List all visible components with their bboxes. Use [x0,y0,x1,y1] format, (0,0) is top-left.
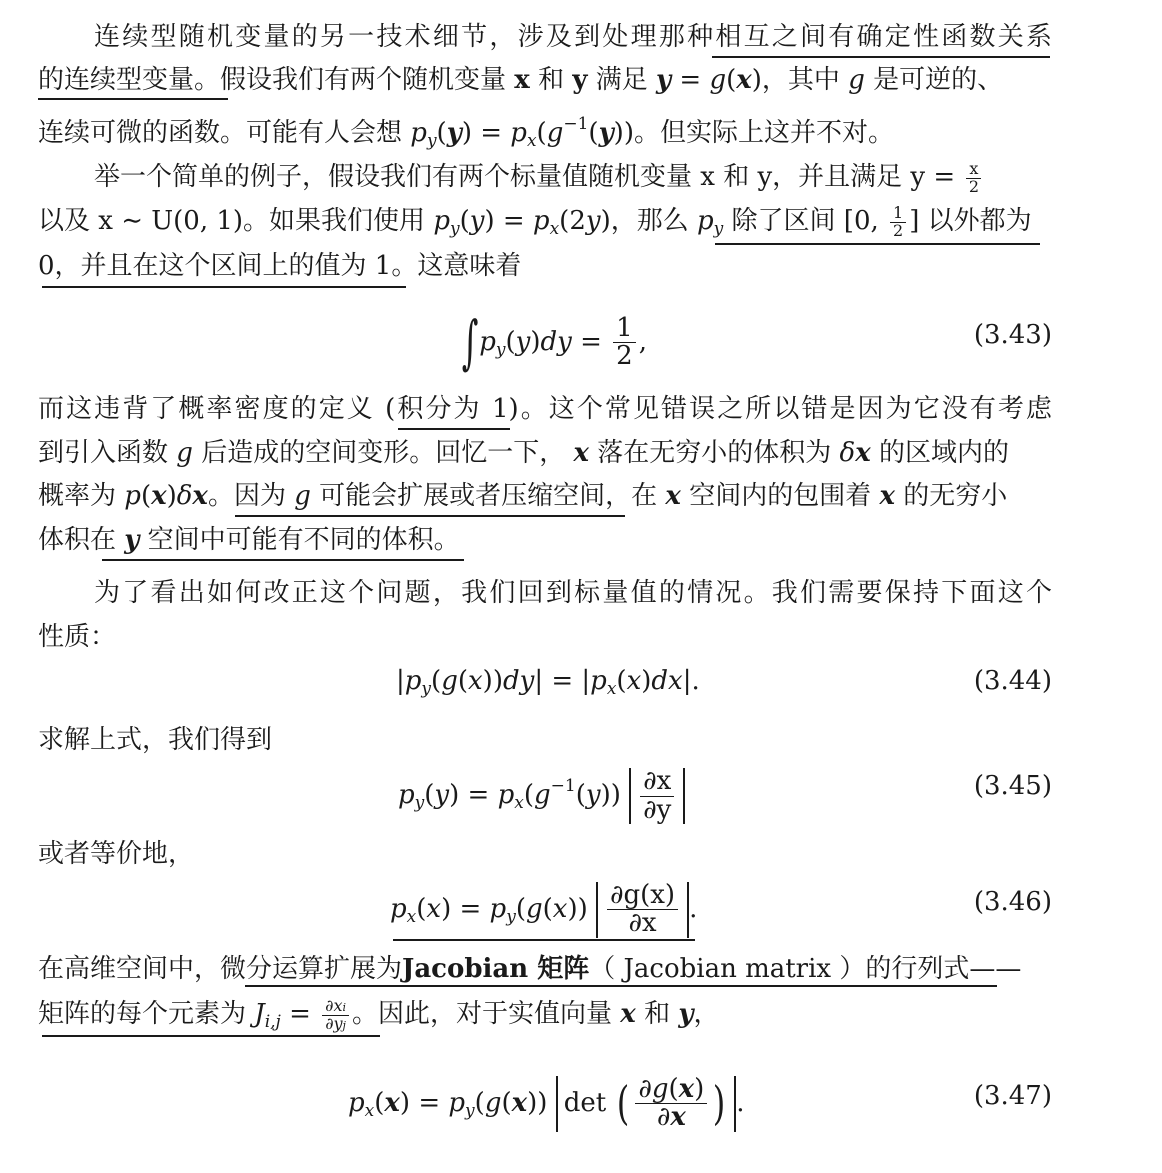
para1-line1: 连续型随机变量的另一技术细节，涉及到处理那种相互之间有确定性函数关系 [94,22,1052,52]
para3-line3: 概率为 p(x)δx。因为 g 可能会扩展或者压缩空间，在 x 空间内的包围着 x 的无穷小 [38,481,1008,511]
para3-line2: 到引入函数 g 后造成的空间变形。回忆一下， x 落在无穷小的体积为 δx 的区域内的 [38,438,1009,468]
underline-3a [398,428,510,430]
underline-3b [235,515,625,517]
para1-line3: 连续可微的函数。可能有人会想 $p_y(y) = p_x(g^{-1}(y))$。但实际上这并不对。 [38,114,894,151]
text-equiv: 或者等价地， [38,839,195,869]
eq-number-3-44: (3.44) [973,666,1052,696]
para5-line2: 矩阵的每个元素为 $J_{i,j}$ = $\frac{\partial xi}{\partial yj}$ 。因此，对于实值向量 x 和 y， [38,995,720,1033]
eq-number-3-43: (3.43) [973,320,1052,350]
underline-2b [42,286,406,288]
para1-line2: 的连续型变量。假设我们有两个随机变量 x 和 y 满足 y = g(x)，其中 g 是可逆的、 [38,65,1004,95]
equation-3-43: $\int p_y(y)dy$ = $\frac{1}{2}$ , [461,307,647,376]
text-solve: 求解上式，我们得到 [38,725,273,755]
para2-line3: 0，并且在这个区间上的值为 1。这意味着 [38,251,522,281]
underline-5a [245,985,997,987]
underline-1b [38,98,228,100]
para2-line1: 举一个简单的例子，假设我们有两个标量值随机变量 x 和 y，并且满足 y = $\frac{x}{2}$ [94,160,1052,194]
para2-line2: 以及 x ∼ U(0, 1)。如果我们使用 $p_y(y) = p_x(2y)$，那么 $p_y$ 除了区间 [0, $\frac{1}{2}$ ] 以外都为 [38,202,1032,240]
para4-line2: 性质： [38,622,117,652]
eq-number-3-45: (3.45) [973,771,1052,801]
equation-3-46: $p_x(x) = p_y(g(x))$ $\frac{\partial g(x)}{\partial x}$ . [390,880,698,939]
underline-2a [715,243,1040,245]
underline-1a [712,56,1050,58]
equation-3-45: $p_y(y) = p_x(g^{-1}(y))$ $\frac{\partial x}{\partial y}$ [398,766,685,824]
eq-number-3-46: (3.46) [973,887,1052,917]
underline-5b [42,1035,380,1037]
para3-line4: 体积在 y 空间中可能有不同的体积。 [38,525,460,555]
underline-3c [102,559,464,561]
equation-3-47: $p_x(x) = p_y(g(x))$ det ( $\frac{\partial g(x)}{\partial x}$ ) . [348,1074,745,1133]
underline-4 [393,939,695,941]
para5-line1: 在高维空间中，微分运算扩展为Jacobian 矩阵（ Jacobian matrix ）的行列式—— [38,954,1022,984]
para4-line1: 为了看出如何改正这个问题，我们回到标量值的情况。我们需要保持下面这个 [94,578,1052,608]
para3-line1: 而这违背了概率密度的定义 (积分为 1)。这个常见错误之所以错是因为它没有考虑 [38,394,1052,424]
equation-3-44: $|p_y(g(x))dy| = |p_x(x)dx|$. [396,666,700,699]
eq-number-3-47: (3.47) [973,1081,1052,1111]
